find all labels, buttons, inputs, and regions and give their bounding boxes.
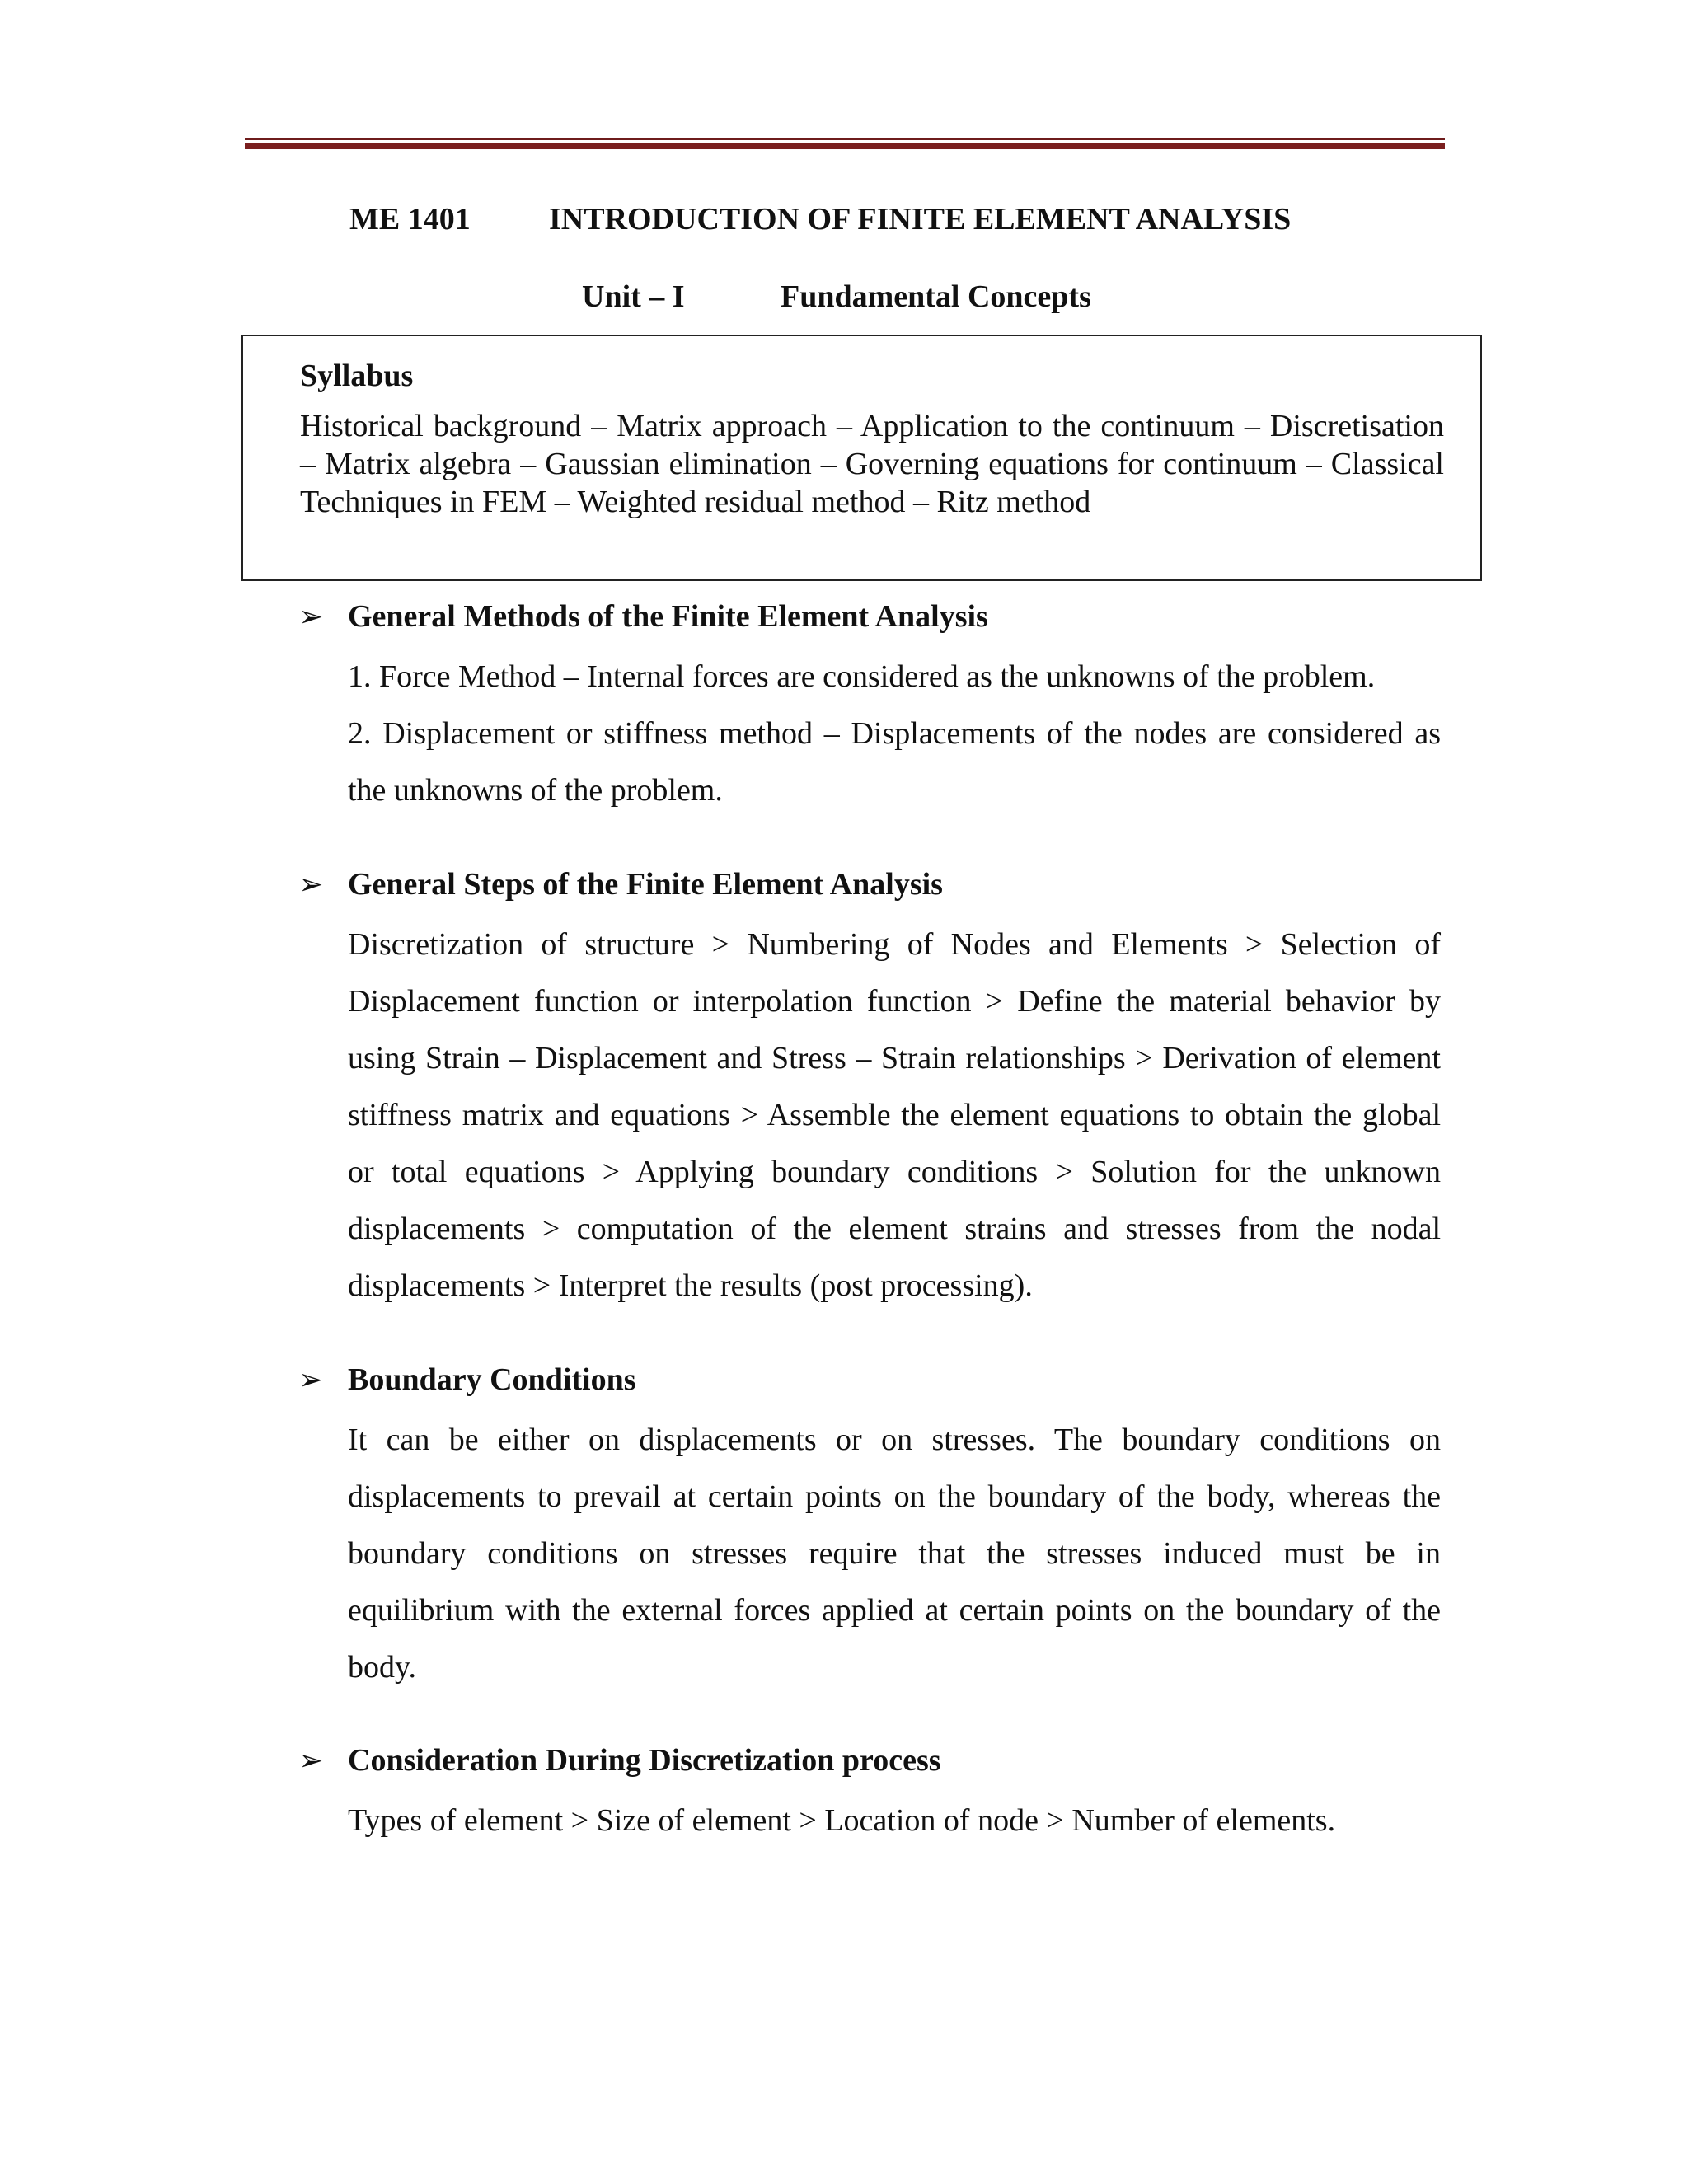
section-heading: Consideration During Discretization process — [348, 1743, 941, 1778]
paragraph: It can be either on displacements or on stresses. The boundary conditions on displacements to prevail at certain points on the boundary of the body, whereas the boundary conditions on stresses require that the stresses induced must be in equilibrium with the external forces applied at certain points on the boundary of the body. — [348, 1422, 1441, 1685]
syllabus-box — [241, 335, 1482, 581]
paragraph: 2. Displacement or stiffness method – Displacements of the nodes are considered as the unknowns of the problem. — [348, 716, 1441, 808]
paragraph: Types of element > Size of element > Location of node > Number of elements. — [348, 1803, 1336, 1838]
header-rule-thin — [245, 138, 1445, 140]
unit-label: Unit – I — [582, 279, 685, 314]
course-code: ME 1401 — [349, 202, 471, 237]
arrow-bullet-icon: ➢ — [298, 868, 324, 901]
section-heading: General Steps of the Finite Element Analysis — [348, 867, 943, 902]
section-body — [348, 1793, 1441, 1849]
unit-row — [0, 274, 1688, 320]
unit-title: Fundamental Concepts — [781, 279, 1091, 314]
syllabus-text: Historical background – Matrix approach – Application to the continuum – Discretisation – Matrix algebra – Gaussian elimination – Governing equations for continuum – Classical Techniques in FEM – Weighted residual method – Ritz method — [300, 409, 1444, 519]
arrow-bullet-icon: ➢ — [298, 600, 324, 633]
section-heading: Boundary Conditions — [348, 1362, 636, 1397]
section-heading: General Methods of the Finite Element Analysis — [348, 599, 988, 634]
paragraph: 1. Force Method – Internal forces are considered as the unknowns of the problem. — [348, 659, 1376, 694]
course-title-row — [0, 196, 1688, 242]
section-body — [348, 1412, 1441, 1696]
section-body — [348, 649, 1441, 819]
course-title: INTRODUCTION OF FINITE ELEMENT ANALYSIS — [549, 202, 1292, 237]
paragraph: Discretization of structure > Numbering of Nodes and Elements > Selection of Displacement function or interpolation function > Define the material behavior by using Strain – Displacement and Stress – Strain relationships > Derivation of element stiffness matrix and equations > Assemble the element equations to obtain the global or total equations > Applying boundary conditions > Solution for the unknown displacements > computation of the element strains and stresses from the nodal displacements > Interpret the results (post processing). — [348, 927, 1441, 1303]
header-rule-thick — [245, 143, 1445, 149]
arrow-bullet-icon: ➢ — [298, 1363, 324, 1396]
section-body — [348, 916, 1441, 1315]
arrow-bullet-icon: ➢ — [298, 1744, 324, 1777]
syllabus-heading: Syllabus — [300, 359, 414, 393]
